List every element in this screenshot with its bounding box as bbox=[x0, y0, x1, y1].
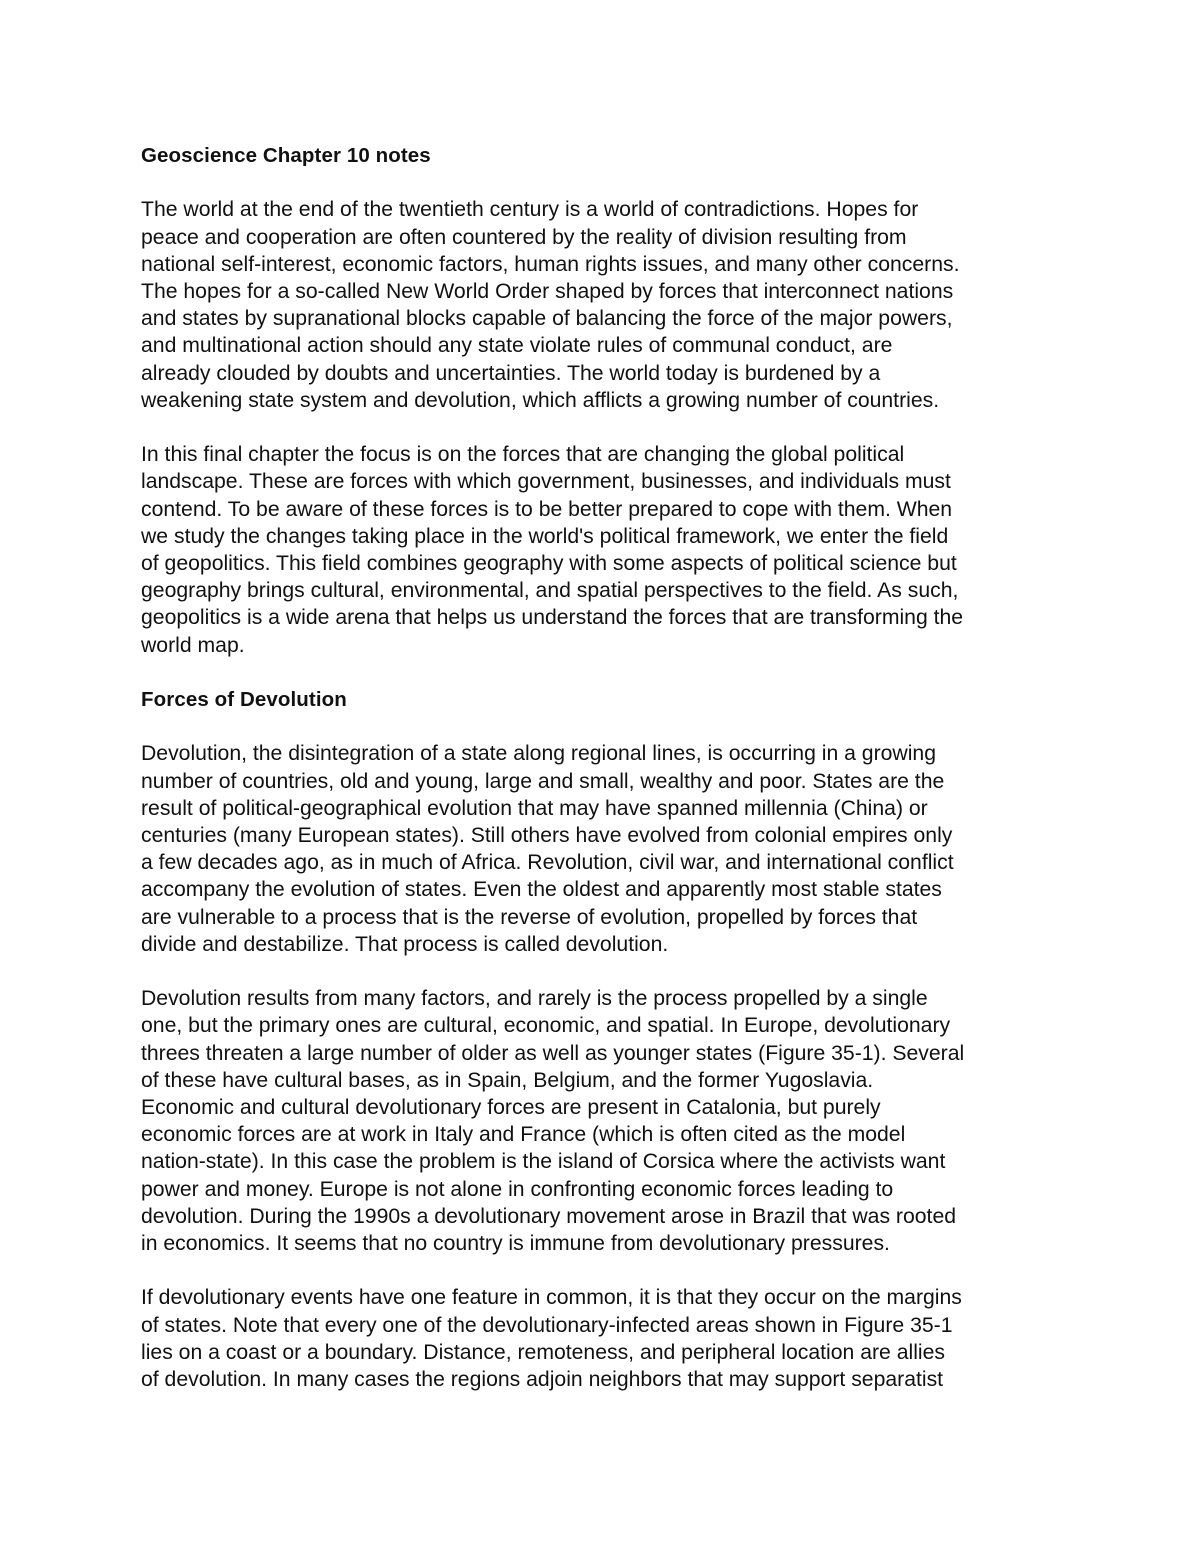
text-line: The world at the end of the twentieth century is a world of contradictions. Hopes for bbox=[141, 198, 919, 222]
text-line: Economic and cultural devolutionary forces are present in Catalonia, but purely bbox=[141, 1096, 881, 1120]
spacer bbox=[141, 713, 1071, 740]
text-line: geopolitics is a wide arena that helps us understand the forces that are transforming the bbox=[141, 606, 964, 630]
text-line: world map. bbox=[141, 633, 245, 657]
section-paragraph-1 bbox=[141, 740, 1071, 958]
text-line: and states by supranational blocks capable of balancing the force of the major powers, bbox=[141, 307, 953, 331]
text-line: landscape. These are forces with which government, businesses, and individuals must bbox=[141, 470, 951, 494]
text-line: economic forces are at work in Italy and France (which is often cited as the model bbox=[141, 1123, 906, 1147]
spacer bbox=[141, 958, 1071, 985]
section-paragraph-3 bbox=[141, 1284, 1071, 1393]
text-line: already clouded by doubts and uncertainties. The world today is burdened by a bbox=[141, 361, 881, 385]
text-line: we study the changes taking place in the world's political framework, we enter the field bbox=[141, 524, 949, 548]
text-line: geography brings cultural, environmental, and spatial perspectives to the field. As such, bbox=[141, 579, 959, 603]
text-line: national self-interest, economic factors, human rights issues, and many other concerns. bbox=[141, 252, 960, 276]
text-line: and multinational action should any state violate rules of communal conduct, are bbox=[141, 334, 893, 358]
document-title: Geoscience Chapter 10 notes bbox=[141, 144, 431, 167]
text-line: threes threaten a large number of older as well as younger states (Figure 35-1). Several bbox=[141, 1041, 965, 1065]
text-line: Devolution results from many factors, and rarely is the process propelled by a single bbox=[141, 987, 928, 1011]
text-line: lies on a coast or a boundary. Distance, remoteness, and peripheral location are allies bbox=[141, 1340, 946, 1364]
text-line: of geopolitics. This field combines geography with some aspects of political science but bbox=[141, 552, 957, 576]
intro-paragraph-1 bbox=[141, 196, 1071, 414]
text-line: one, but the primary ones are cultural, economic, and spatial. In Europe, devolutionary bbox=[141, 1014, 951, 1038]
text-line: If devolutionary events have one feature in common, it is that they occur on the margins bbox=[141, 1286, 962, 1310]
text-line: a few decades ago, as in much of Africa. Revolution, civil war, and international conflict bbox=[141, 851, 954, 875]
text-line: of these have cultural bases, as in Spain, Belgium, and the former Yugoslavia. bbox=[141, 1068, 874, 1092]
text-line: devolution. During the 1990s a devolutionary movement arose in Brazil that was rooted bbox=[141, 1204, 957, 1228]
document-body bbox=[141, 142, 1071, 1393]
text-line: divide and destabilize. That process is called devolution. bbox=[141, 932, 669, 956]
text-line: peace and cooperation are often countered by the reality of division resulting from bbox=[141, 225, 907, 249]
text-line: Devolution, the disintegration of a state along regional lines, is occurring in a growing bbox=[141, 742, 936, 766]
text-line: are vulnerable to a process that is the reverse of evolution, propelled by forces that bbox=[141, 905, 918, 929]
text-line: accompany the evolution of states. Even the oldest and apparently most stable states bbox=[141, 878, 942, 902]
text-line: The hopes for a so-called New World Order shaped by forces that interconnect nations bbox=[141, 280, 954, 303]
spacer bbox=[141, 659, 1071, 686]
text-line: centuries (many European states). Still others have evolved from colonial empires only bbox=[141, 824, 953, 848]
text-line: In this final chapter the focus is on the forces that are changing the global political bbox=[141, 443, 905, 467]
text-line: of states. Note that every one of the devolutionary-infected areas shown in Figure 35-1 bbox=[141, 1313, 953, 1337]
text-line: number of countries, old and young, large and small, wealthy and poor. States are the bbox=[141, 769, 945, 793]
text-line: contend. To be aware of these forces is to be better prepared to cope with them. When bbox=[141, 497, 953, 521]
text-line: weakening state system and devolution, which afflicts a growing number of countries. bbox=[141, 388, 940, 412]
text-line: nation-state). In this case the problem is the island of Corsica where the activists want bbox=[141, 1150, 946, 1174]
text-line: power and money. Europe is not alone in confronting economic forces leading to bbox=[141, 1177, 894, 1201]
spacer bbox=[141, 169, 1071, 196]
section-heading: Forces of Devolution bbox=[141, 688, 347, 712]
text-line: of devolution. In many cases the regions adjoin neighbors that may support separatist bbox=[141, 1368, 944, 1392]
text-line: result of political-geographical evolution that may have spanned millennia (China) or bbox=[141, 796, 928, 820]
section-paragraph-2 bbox=[141, 985, 1071, 1257]
spacer bbox=[141, 414, 1071, 441]
intro-paragraph-2 bbox=[141, 441, 1071, 659]
text-line: in economics. It seems that no country is immune from devolutionary pressures. bbox=[141, 1232, 890, 1256]
spacer bbox=[141, 1257, 1071, 1284]
